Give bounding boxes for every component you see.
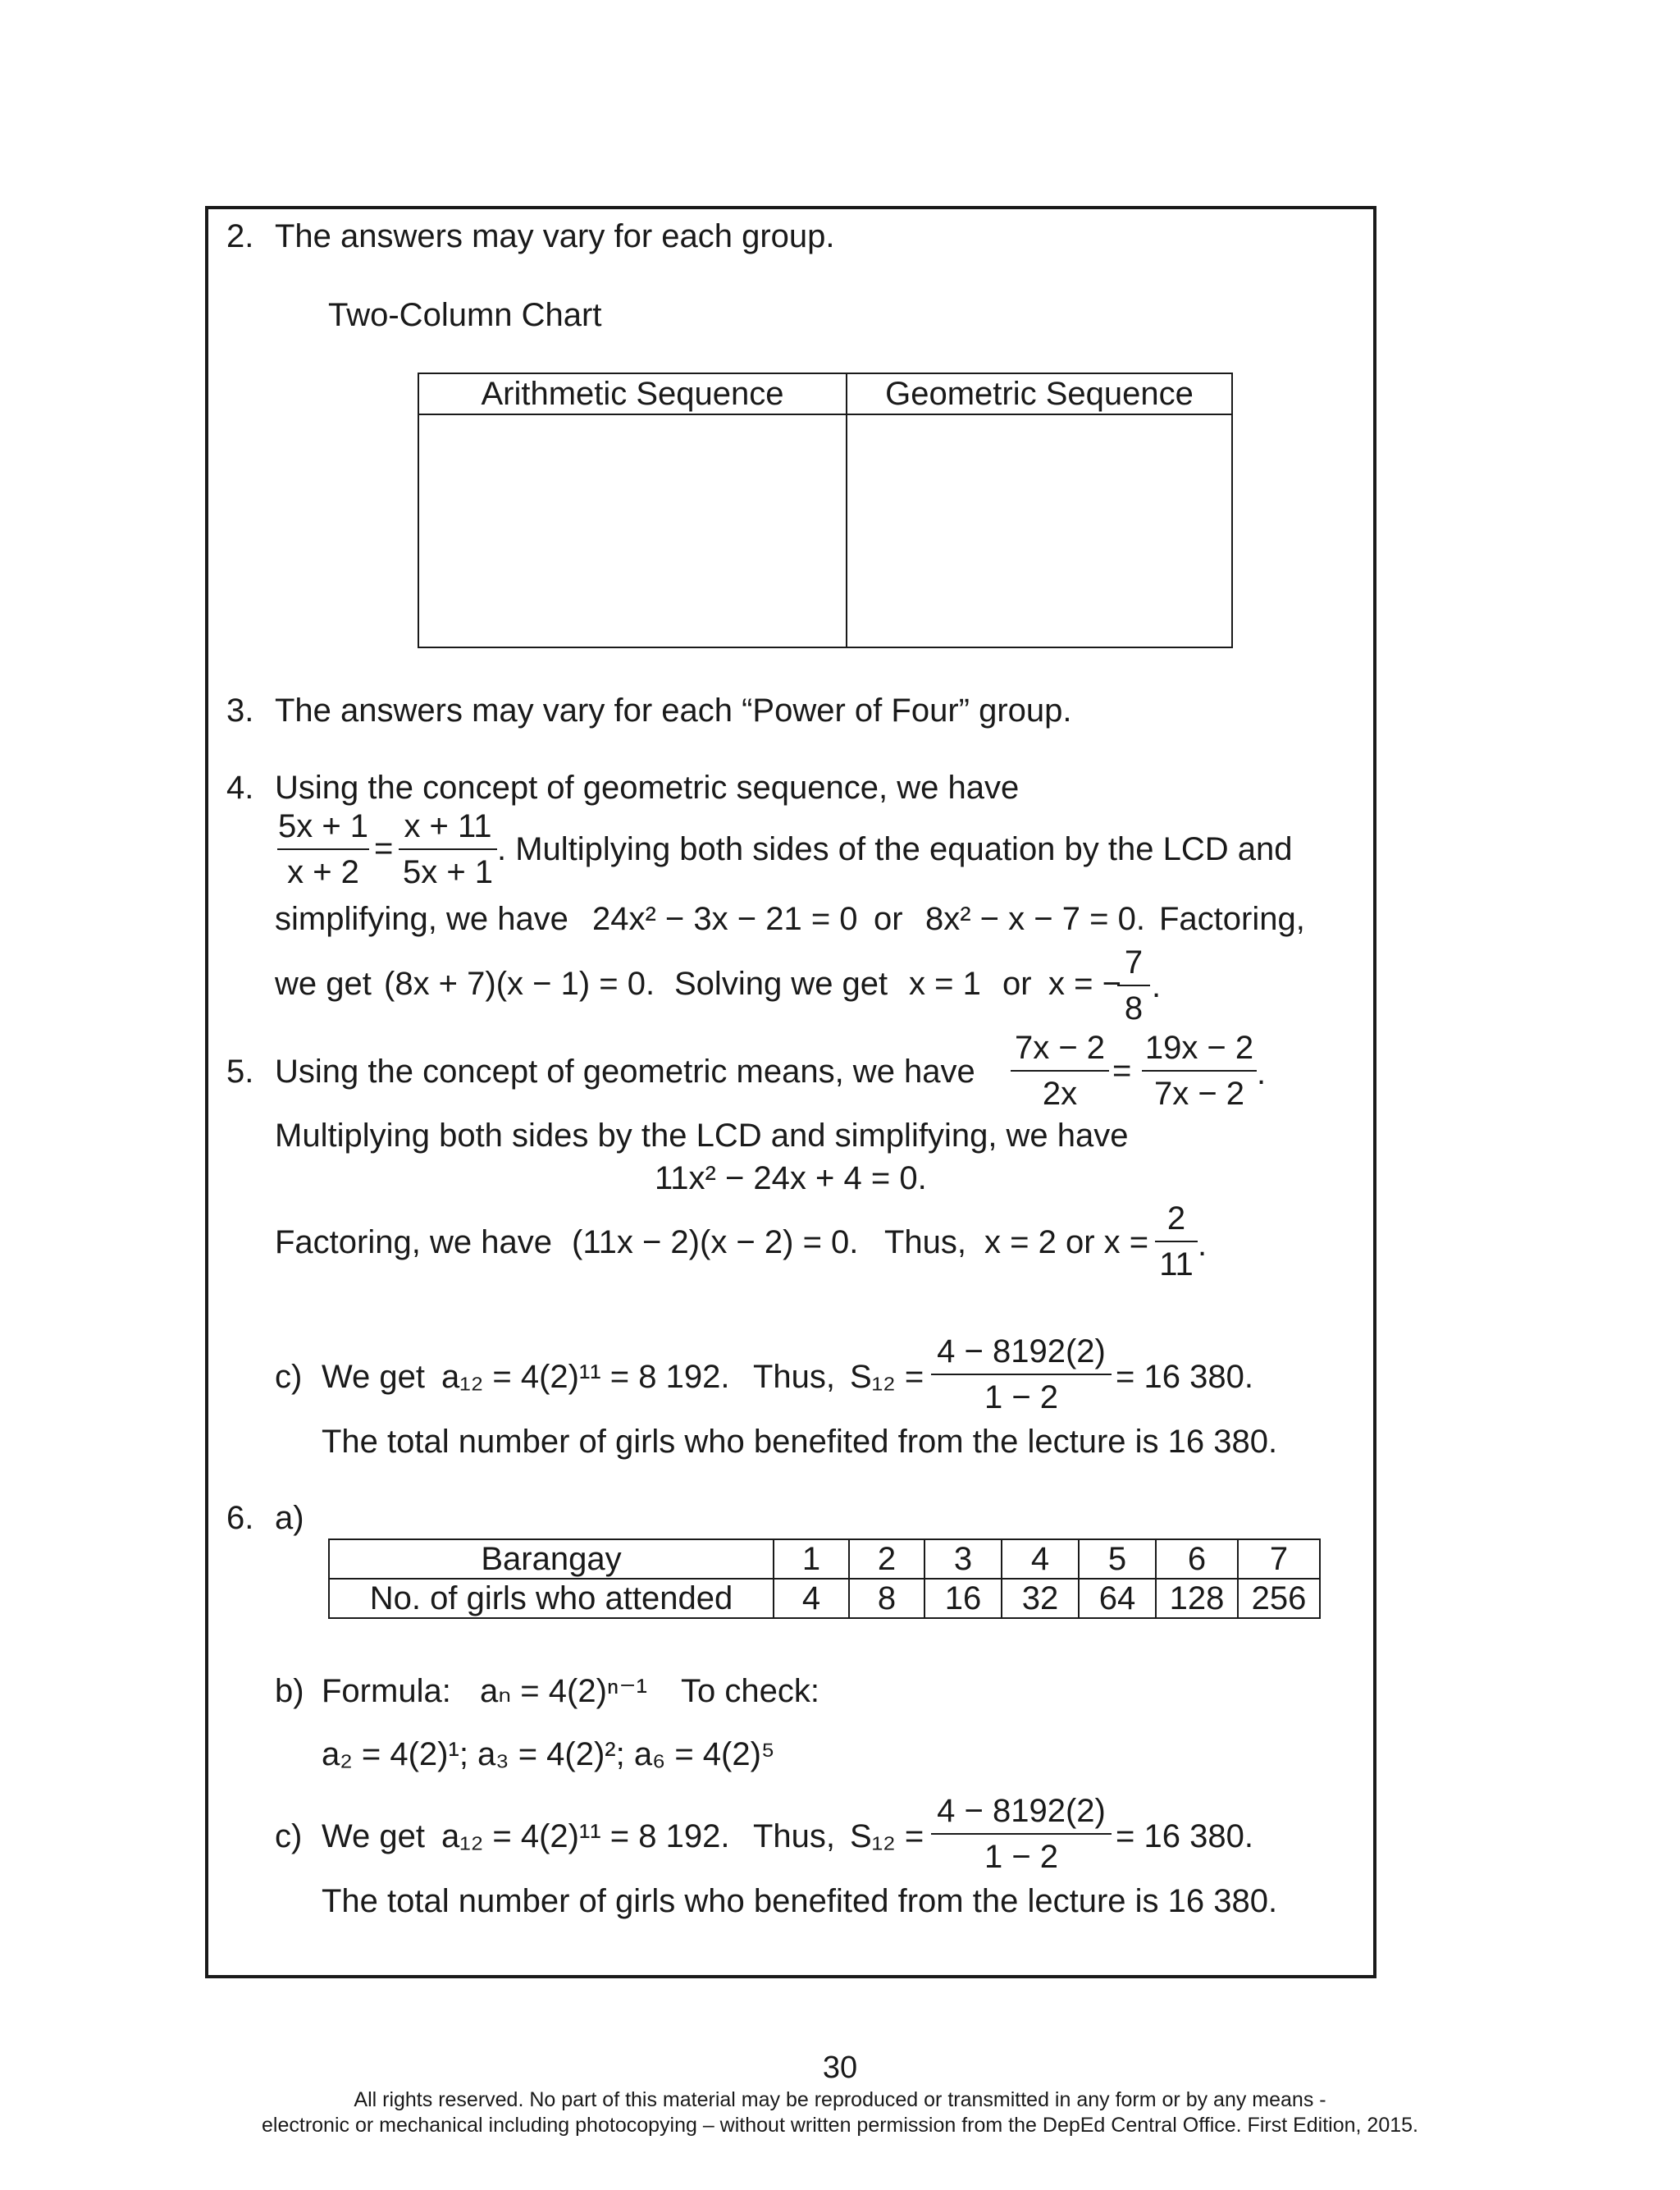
item6-to-check: To check: xyxy=(681,1673,819,1709)
table-cell: 2 xyxy=(849,1539,924,1579)
item5-factoring: Factoring, we have xyxy=(275,1224,552,1260)
item5c-s12: S₁₂ = xyxy=(850,1359,924,1395)
table-cell: 64 xyxy=(1079,1579,1156,1618)
chart-column-body xyxy=(847,414,1232,647)
item6-sum-fraction xyxy=(931,1792,1112,1876)
table-cell: 128 xyxy=(1156,1579,1238,1618)
period: . xyxy=(1152,968,1162,1004)
numerator: 19x − 2 xyxy=(1144,1030,1254,1066)
item4-fraction-right xyxy=(399,807,497,891)
equals-sign: = xyxy=(1112,1053,1132,1089)
item4-equation-2: 8x² − x − 7 = 0. xyxy=(925,901,1145,937)
item4-text: Using the concept of geometric sequence, we have xyxy=(275,770,1020,806)
table-cell: 7 xyxy=(1238,1539,1320,1579)
table-cell: 8 xyxy=(849,1579,924,1618)
numerator: 2 xyxy=(1166,1200,1186,1237)
chart-column-body xyxy=(418,414,847,647)
item5-number: 5. xyxy=(226,1054,254,1090)
table-cell: 6 xyxy=(1156,1539,1238,1579)
table-row xyxy=(329,1539,1320,1579)
item5-fraction-left xyxy=(1011,1029,1109,1113)
table-cell: 32 xyxy=(1002,1579,1079,1618)
item6-thus: Thus, xyxy=(753,1818,836,1854)
numerator: 4 − 8192(2) xyxy=(937,1333,1106,1369)
chart-title: Two-Column Chart xyxy=(328,297,602,333)
item3-number: 3. xyxy=(226,693,254,729)
two-column-chart xyxy=(418,373,1233,648)
item5-factored: (11x − 2)(x − 2) = 0. xyxy=(572,1224,859,1260)
item4-solution-fraction xyxy=(1117,944,1150,1027)
copyright-line-1: All rights reserved. No part of this material may be reproduced or transmitted in any form or by any means - xyxy=(354,2088,1326,2111)
item4-solving: Solving we get xyxy=(674,966,888,1002)
table-row xyxy=(329,1579,1320,1618)
item6-a12: a₁₂ = 4(2)¹¹ = 8 192. xyxy=(441,1818,730,1854)
copyright-line-2: electronic or mechanical including photocopying – without written permission from the DepEd Central Office. First Edition, 2015. xyxy=(262,2114,1418,2137)
numerator: 7x − 2 xyxy=(1014,1030,1106,1066)
item6-text-c: We get xyxy=(322,1818,425,1854)
table-cell: 16 xyxy=(924,1579,1002,1618)
chart-column-header: Arithmetic Sequence xyxy=(418,373,847,414)
item4-multiplying-text: . Multiplying both sides of the equation by the LCD and xyxy=(497,831,1293,867)
item5c-result: = 16 380. xyxy=(1116,1359,1253,1395)
numerator: 4 − 8192(2) xyxy=(937,1793,1106,1829)
item2-text: The answers may vary for each group. xyxy=(275,218,835,254)
table-cell: 4 xyxy=(1002,1539,1079,1579)
denominator: 5x + 1 xyxy=(402,854,494,890)
table-cell: 5 xyxy=(1079,1539,1156,1579)
item3-text: The answers may vary for each “Power of Four” group. xyxy=(275,693,1072,729)
equals-sign: = xyxy=(374,830,394,866)
numerator: 5x + 1 xyxy=(277,808,369,844)
denominator: 2x xyxy=(1042,1076,1078,1112)
item4-equation-1: 24x² − 3x − 21 = 0 xyxy=(592,901,858,937)
item2-number: 2. xyxy=(226,218,254,254)
denominator: 1 − 2 xyxy=(984,1839,1059,1875)
chart-column-header: Geometric Sequence xyxy=(847,373,1232,414)
item4-number: 4. xyxy=(226,770,254,806)
table-cell: 3 xyxy=(924,1539,1002,1579)
item4-fraction-left xyxy=(277,807,369,891)
item4-sol-or: or xyxy=(1002,966,1032,1002)
item4-or: or xyxy=(874,901,903,937)
table-cell: 1 xyxy=(774,1539,849,1579)
item4-solution-2: x = − xyxy=(1048,966,1121,1002)
item5c-text: We get xyxy=(322,1359,425,1395)
denominator: x + 2 xyxy=(287,854,359,890)
item5-solution: x = 2 or x = xyxy=(984,1224,1149,1260)
item6-label-a: a) xyxy=(275,1500,304,1536)
denominator: 8 xyxy=(1124,990,1144,1026)
item6-s12: S₁₂ = xyxy=(850,1818,924,1854)
item5c-a12: a₁₂ = 4(2)¹¹ = 8 192. xyxy=(441,1359,730,1395)
item6-formula-label: Formula: xyxy=(322,1673,451,1709)
denominator: 7x − 2 xyxy=(1153,1076,1245,1112)
denominator: 11 xyxy=(1159,1246,1194,1282)
item4-we-get: we get xyxy=(275,966,372,1002)
table-cell: 4 xyxy=(774,1579,849,1618)
item4-solution-1: x = 1 xyxy=(909,966,981,1002)
item5c-conclusion: The total number of girls who benefited from the lecture is 16 380. xyxy=(322,1424,1278,1460)
item6-number: 6. xyxy=(226,1500,254,1536)
item4-factoring: Factoring, xyxy=(1159,901,1305,937)
period: . xyxy=(1257,1055,1267,1091)
item5-fraction-right xyxy=(1142,1029,1257,1113)
item6-result: = 16 380. xyxy=(1116,1818,1253,1854)
item5c-label: c) xyxy=(275,1359,303,1395)
numerator: 7 xyxy=(1124,944,1144,981)
item4-simplifying-text: simplifying, we have xyxy=(275,901,568,937)
item5-equation: 11x² − 24x + 4 = 0. xyxy=(655,1160,927,1196)
item6-check: a₂ = 4(2)¹; a₃ = 4(2)²; a₆ = 4(2)⁵ xyxy=(322,1736,775,1772)
item4-factored: (8x + 7)(x − 1) = 0. xyxy=(384,966,655,1002)
row-label: Barangay xyxy=(329,1539,774,1579)
item5-line2: Multiplying both sides by the LCD and simplifying, we have xyxy=(275,1118,1129,1154)
item6-conclusion: The total number of girls who benefited from the lecture is 16 380. xyxy=(322,1883,1278,1919)
period: . xyxy=(1198,1227,1208,1263)
denominator: 1 − 2 xyxy=(984,1379,1059,1415)
numerator: x + 11 xyxy=(404,808,492,844)
item5c-thus: Thus, xyxy=(753,1359,836,1395)
row-label: No. of girls who attended xyxy=(329,1579,774,1618)
barangay-table xyxy=(328,1538,1321,1619)
item5-text: Using the concept of geometric means, we have xyxy=(275,1054,975,1090)
item5-thus: Thus, xyxy=(884,1224,967,1260)
table-cell: 256 xyxy=(1238,1579,1320,1618)
item5-solution-fraction xyxy=(1155,1200,1198,1283)
item5c-sum-fraction xyxy=(931,1333,1112,1416)
item6-formula: aₙ = 4(2)ⁿ⁻¹ xyxy=(480,1673,647,1709)
item6-label-c: c) xyxy=(275,1818,303,1854)
item6-label-b: b) xyxy=(275,1673,304,1709)
page-number: 30 xyxy=(822,2051,858,2085)
